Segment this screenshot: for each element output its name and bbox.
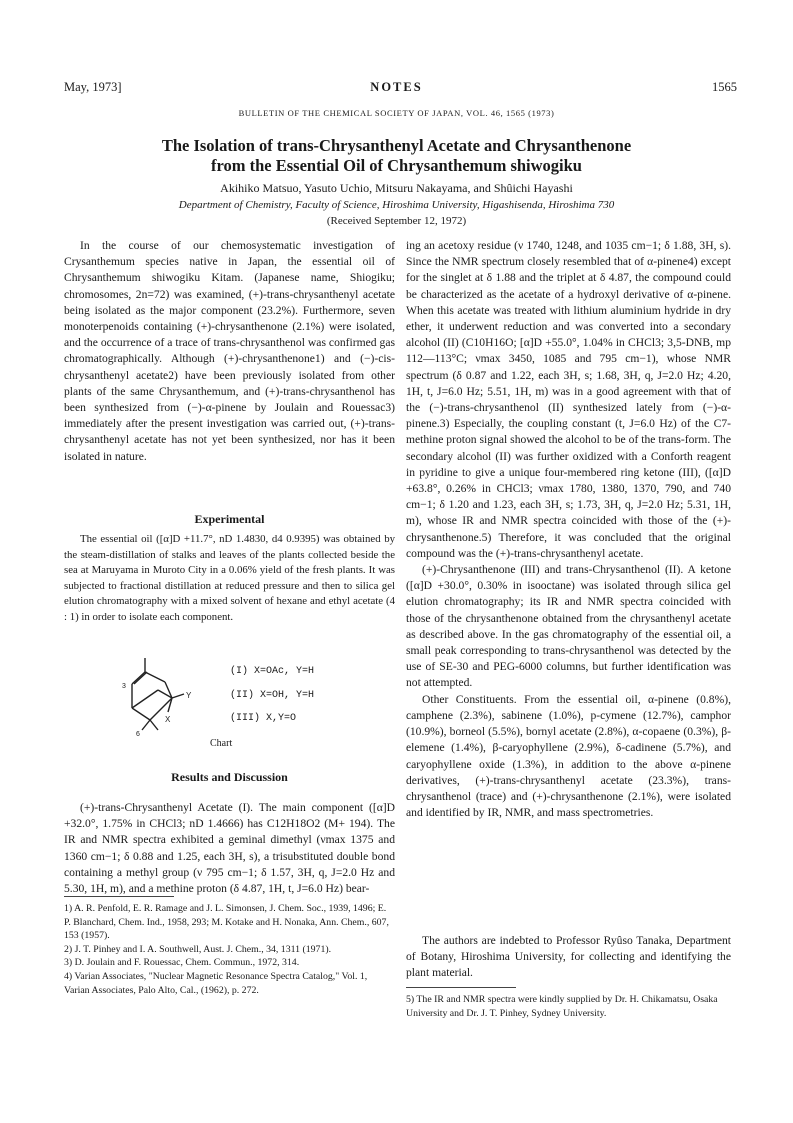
footnotes-left [64, 902, 395, 997]
footnote-5: 5) The IR and NMR spectra were kindly supplied by Dr. H. Chikamatsu, Osaka University and Dr. J. T. Pinhey, Sydney University. [406, 994, 718, 1019]
experimental-heading: Experimental [194, 512, 265, 526]
svg-text:6: 6 [136, 731, 140, 738]
chart-legend-line-1: (I) X=OAc, Y=H [230, 666, 315, 677]
article-title-line-1: The Isolation of trans-Chrysanthenyl Acetate and Chrysanthenone [161, 136, 632, 155]
footnote-rule-right [406, 987, 516, 988]
acknowledgement [406, 933, 731, 982]
chart-legend-line-3: (III) X,Y=O [230, 713, 297, 724]
footnote-rule-left [64, 896, 174, 897]
intro-paragraph-block [64, 238, 395, 465]
results-continued-paragraph: ing an acetoxy residue (ν 1740, 1248, and 1035 cm−1; δ 1.88, 3H, s). Since the NMR spectrum closely resembled that of α-pinene4) except for the singlet at δ 1.88 and the triplet at δ 4.87, the compound could be characterized as the acetate of a hydroxyl derivative of α-pinene. When this acetate was treated with lithium aluminium hydride in dry ether, it underwent reduction and was converted into a secondary alcohol (II) (C10H16O; [α]D +55.0°, 1.04% in CHCl3; 3,5-DNB, mp 112—113°C; νmax 3450, 1085 and 795 cm−1), whose NMR spectrum (δ 0.87 and 1.22, each 3H, s; 1.68, 3H, q, J=2.0 Hz; 4.20, 1H, t, J=6.0 Hz; 5.51, 1H, m) was in a good agreement with that of the (−)-trans-chrysanthenol (II) synthesized lately from (−)-α-pinene.3) Especially, the coupling constant (t, J=6.0 Hz) of the C7-methine proton signal showed the alcohol to be of the trans-form. The secondary alcohol (II) was further oxidized with a Conforth reagent in pyridine to give a unique four-membered ring ketone (III), ([α]D +63.8°, 0.26% in CHCl3; νmax 1780, 1380, 1370, 790, and 740 cm−1; δ 1.20 and 1.23, each 3H, s; 1.73, 3H, q, J=2.0 Hz; 5.31, 1H, m), whose IR and NMR spectra coincided with those of the (+)-chrysanthenone.5) Therefore, it was concluded that the original compound was the (+)-trans-chrysanthenyl acetate. [406, 239, 731, 560]
acknowledgement-text: The authors are indebted to Professor Ryûso Tanaka, Department of Botany, Hiroshima University, for collecting and identifying the plant material. [406, 934, 731, 980]
article-title-line-2: from the Essential Oil of Chrysanthemum shiwogiku [211, 156, 582, 175]
experimental-block [64, 532, 395, 625]
chrysanthenone-paragraph: (+)-Chrysanthenone (III) and trans-Chrysanthenol (II). A ketone ([α]D +30.0°, 0.30% in isooctane) was isolated through silica gel elution chromatography; its IR and NMR spectra coincided with those of the chrysanthenone obtained from the chrysanthenyl acetate as described above. In the gas chromatography of the essential oil, a small peak corresponding to trans-chrysanthenol was detected by the use of SE-30 and PEG-6000 columns, but further identification was not attempted. [406, 563, 731, 690]
svg-text:X: X [165, 715, 171, 724]
results-paragraph: (+)-trans-Chrysanthenyl Acetate (I). The main component ([α]D +32.0°, 1.75% in CHCl3; nD 1.4666) has C12H18O2 (M+ 194). The IR and NMR spectra exhibited a geminal dimethyl (νmax 1375 and 1360 cm−1; δ 0.88 and 1.25, each 3H, s), a trisubstituted double bond containing a methyl group (ν 795 cm−1; δ 1.57, 3H, q, J=2.0 Hz and 5.30, 1H, m), and a methine proton (δ 4.87, 1H, t, J=6.0 Hz) bear- [64, 801, 395, 896]
experimental-paragraph: The essential oil ([α]D +11.7°, nD 1.4830, d4 0.9395) was obtained by the steam-distillation of stalks and leaves of the plants collected beside the sea at Maruyama in Muroto City in a 0.06% yield of the fresh plants. It was subjected to fractional distillation at reduced pressure and then to silica gel elution chromatography with a mixed solvent of hexane and ethyl acetate (4 : 1) in order to isolate each component. [64, 533, 395, 623]
chart-legend-line-2: (II) X=OH, Y=H [230, 690, 315, 701]
running-header-date: May, 1973] [64, 80, 122, 94]
chart-caption: Chart [210, 738, 233, 749]
footnote-1: 1) A. R. Penfold, E. R. Ramage and J. L. Simonsen, J. Chem. Soc., 1939, 1496; E. P. Blanchard, Chem. Ind., 1958, 293; M. Kotake and H. Nonaka, Ann. Chem., 607, 153 (1957). [64, 903, 389, 942]
article-title [60, 136, 733, 176]
svg-text:3: 3 [122, 683, 126, 690]
intro-paragraph: In the course of our chemosystematic investigation of Crysanthemum species native in Japan, the essential oil of Chrysanthemum shiwogiku Kitam. (Japanese name, Shiogiku; chromosomes, 2n=72) was examined, (+)-trans-chrysanthenyl acetate being isolated as the major component (23.2%). Furthermore, seven monoterpenoids containing (+)-chrysanthenone (2.1%) were isolated, and the occurrence of a trace of trans-chrysanthenol was confirmed gas chromatographically. Although (+)-chrysanthenone1) and (−)-cis-chrysanthenyl acetate2) have been previously isolated from other plants of the same Chrysanthemum, and (+)-trans-chrysanthenol has been synthesized from (−)-α-pinene by Joulain and Rouessac3) immediately after the present investigation was carried out, (+)-trans-chrysanthenyl acetate has not yet been synthesized, nor has it been isolated in nature. [64, 239, 395, 463]
footnotes-right [406, 993, 731, 1020]
other-constituents-paragraph: Other Constituents. From the essential oil, α-pinene (0.8%), camphene (2.3%), sabinene (1.0%), p-cymene (12.7%), camphor (10.9%), borneol (5.5%), bornyl acetate (2.8%), α-copaene (0.3%), β-elemene (1.4%), β-caryophyllene (2.9%), δ-cadinene (5.7%), and caryophyllene oxide (1.3%), in addition to the above α-pinene derivatives, (+)-trans-chrysanthenyl acetate (23.3%), trans-chrysanthenol (trace) and (+)-chrysanthenone (2.1%), were isolated and identified by IR, NMR, and mass spectrometries. [406, 692, 731, 820]
affiliation: Department of Chemistry, Faculty of Science, Hiroshima University, Higashisenda, Hiroshima 730 [178, 199, 615, 211]
right-column [406, 238, 731, 821]
footnote-2: 2) J. T. Pinhey and I. A. Southwell, Aust. J. Chem., 34, 1311 (1971). [64, 943, 332, 955]
page-number: 1565 [712, 80, 737, 94]
footnote-3: 3) D. Joulain and F. Rouessac, Chem. Commun., 1972, 314. [64, 957, 300, 969]
journal-citation: BULLETIN OF THE CHEMICAL SOCIETY OF JAPAN, VOL. 46, 1565 (1973) [238, 108, 555, 118]
received-date: (Received September 12, 1972) [326, 215, 467, 227]
svg-text:Y: Y [186, 691, 192, 700]
results-heading: Results and Discussion [171, 770, 288, 784]
footnote-4: 4) Varian Associates, "Nuclear Magnetic Resonance Spectra Catalog," Vol. 1, Varian Associates, Palo Alto, Cal., (1962), p. 272. [64, 970, 368, 996]
authors: Akihiko Matsuo, Yasuto Uchio, Mitsuru Nakayama, and Shûichi Hayashi [220, 181, 573, 195]
results-block [64, 800, 395, 897]
running-header-section: NOTES [370, 80, 423, 94]
